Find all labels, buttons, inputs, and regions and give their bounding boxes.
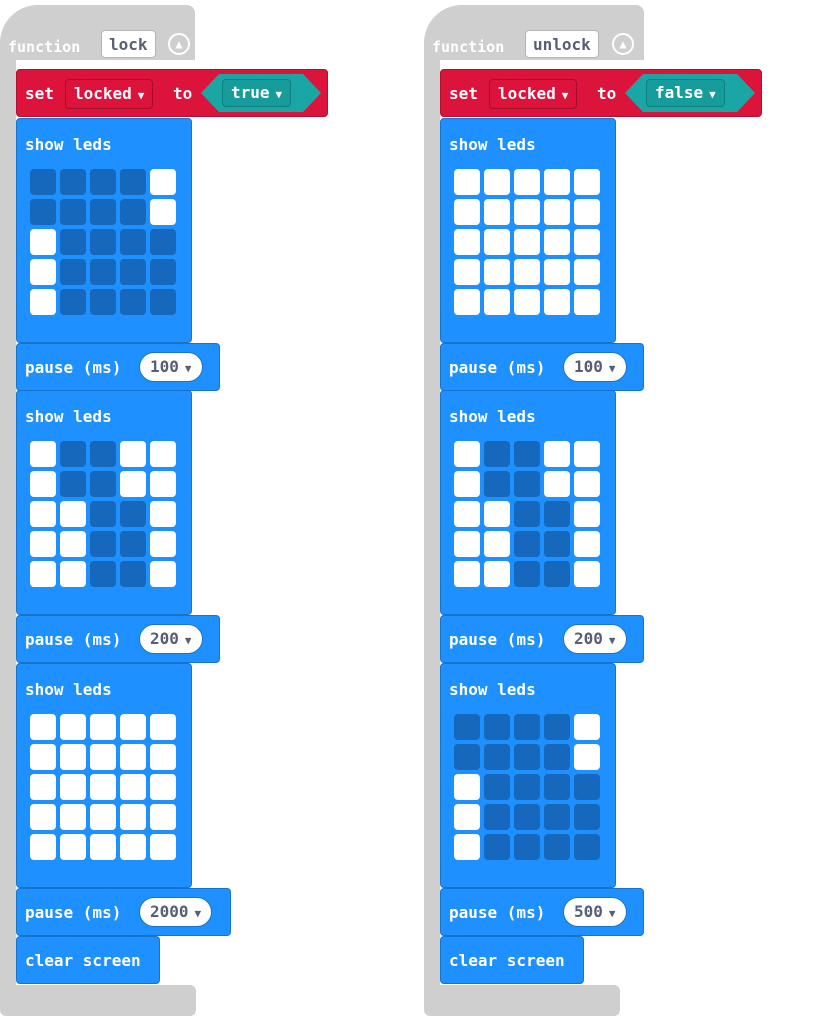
led-cell[interactable] bbox=[514, 561, 540, 587]
led-cell[interactable] bbox=[150, 259, 176, 285]
led-cell[interactable] bbox=[150, 834, 176, 860]
pause-value: 500 bbox=[574, 902, 603, 921]
show-leds-label: show leds bbox=[25, 135, 112, 154]
led-cell[interactable] bbox=[514, 229, 540, 255]
led-cell[interactable] bbox=[30, 561, 56, 587]
led-cell[interactable] bbox=[544, 501, 570, 527]
led-cell[interactable] bbox=[120, 774, 146, 800]
caret-down-icon: ▼ bbox=[608, 362, 616, 375]
led-cell[interactable] bbox=[544, 834, 570, 860]
led-cell[interactable] bbox=[514, 834, 540, 860]
led-cell[interactable] bbox=[30, 169, 56, 195]
pause-duration-dropdown[interactable] bbox=[563, 897, 627, 927]
led-cell[interactable] bbox=[90, 804, 116, 830]
led-cell[interactable] bbox=[90, 199, 116, 225]
led-cell[interactable] bbox=[60, 531, 86, 557]
led-cell[interactable] bbox=[150, 169, 176, 195]
pause-block[interactable] bbox=[440, 343, 644, 391]
led-cell[interactable] bbox=[30, 501, 56, 527]
pause-label: pause (ms) bbox=[449, 358, 546, 377]
set-label: set bbox=[449, 84, 478, 103]
show-leds-block[interactable] bbox=[16, 390, 192, 615]
function-keyword: function bbox=[8, 38, 81, 56]
clear-screen-block[interactable] bbox=[16, 936, 160, 984]
led-cell[interactable] bbox=[544, 289, 570, 315]
pause-label: pause (ms) bbox=[449, 903, 546, 922]
led-cell[interactable] bbox=[90, 501, 116, 527]
led-cell[interactable] bbox=[544, 259, 570, 285]
function-foot bbox=[0, 985, 196, 1016]
led-cell[interactable] bbox=[574, 531, 600, 557]
led-cell[interactable] bbox=[120, 744, 146, 770]
led-cell[interactable] bbox=[150, 229, 176, 255]
pause-label: pause (ms) bbox=[25, 630, 122, 649]
led-cell[interactable] bbox=[30, 471, 56, 497]
led-cell[interactable] bbox=[454, 501, 480, 527]
led-cell[interactable] bbox=[454, 531, 480, 557]
led-cell[interactable] bbox=[484, 229, 510, 255]
show-leds-block[interactable] bbox=[440, 390, 616, 615]
led-cell[interactable] bbox=[90, 774, 116, 800]
led-cell[interactable] bbox=[120, 804, 146, 830]
led-cell[interactable] bbox=[574, 774, 600, 800]
led-cell[interactable] bbox=[454, 834, 480, 860]
pause-label: pause (ms) bbox=[25, 358, 122, 377]
show-leds-label: show leds bbox=[25, 407, 112, 426]
led-cell[interactable] bbox=[120, 259, 146, 285]
led-grid bbox=[454, 441, 600, 587]
caret-down-icon: ▼ bbox=[184, 634, 192, 647]
clear-screen-label: clear screen bbox=[25, 951, 141, 970]
led-cell[interactable] bbox=[30, 774, 56, 800]
led-cell[interactable] bbox=[30, 834, 56, 860]
led-cell[interactable] bbox=[150, 531, 176, 557]
pause-block[interactable] bbox=[440, 615, 644, 663]
led-cell[interactable] bbox=[90, 441, 116, 467]
led-cell[interactable] bbox=[454, 471, 480, 497]
led-cell[interactable] bbox=[60, 441, 86, 467]
pause-block[interactable] bbox=[16, 615, 220, 663]
set-variable-block[interactable] bbox=[440, 69, 762, 117]
show-leds-block[interactable] bbox=[16, 118, 192, 343]
led-cell[interactable] bbox=[484, 169, 510, 195]
led-cell[interactable] bbox=[60, 471, 86, 497]
led-cell[interactable] bbox=[60, 561, 86, 587]
led-cell[interactable] bbox=[514, 501, 540, 527]
led-cell[interactable] bbox=[150, 471, 176, 497]
led-cell[interactable] bbox=[120, 169, 146, 195]
led-cell[interactable] bbox=[90, 289, 116, 315]
pause-value: 2000 bbox=[150, 902, 189, 921]
led-cell[interactable] bbox=[90, 471, 116, 497]
show-leds-block[interactable] bbox=[16, 663, 192, 888]
led-cell[interactable] bbox=[60, 169, 86, 195]
show-leds-block[interactable] bbox=[440, 663, 616, 888]
led-cell[interactable] bbox=[574, 744, 600, 770]
function-spine bbox=[424, 55, 440, 990]
pause-duration-dropdown[interactable] bbox=[563, 352, 627, 382]
led-cell[interactable] bbox=[120, 199, 146, 225]
led-cell[interactable] bbox=[60, 259, 86, 285]
show-leds-label: show leds bbox=[449, 407, 536, 426]
led-cell[interactable] bbox=[150, 501, 176, 527]
led-cell[interactable] bbox=[120, 531, 146, 557]
led-cell[interactable] bbox=[484, 714, 510, 740]
pause-duration-dropdown[interactable] bbox=[139, 624, 203, 654]
led-cell[interactable] bbox=[30, 441, 56, 467]
led-cell[interactable] bbox=[150, 441, 176, 467]
caret-down-icon: ▼ bbox=[184, 362, 192, 375]
led-cell[interactable] bbox=[484, 774, 510, 800]
led-grid bbox=[30, 169, 176, 315]
caret-down-icon: ▼ bbox=[137, 89, 145, 102]
led-cell[interactable] bbox=[60, 501, 86, 527]
clear-screen-label: clear screen bbox=[449, 951, 565, 970]
pause-value: 100 bbox=[574, 357, 603, 376]
led-cell[interactable] bbox=[60, 774, 86, 800]
led-cell[interactable] bbox=[120, 714, 146, 740]
pause-block[interactable] bbox=[440, 888, 644, 936]
led-cell[interactable] bbox=[574, 169, 600, 195]
led-cell[interactable] bbox=[544, 471, 570, 497]
led-cell[interactable] bbox=[514, 259, 540, 285]
led-cell[interactable] bbox=[454, 561, 480, 587]
led-cell[interactable] bbox=[90, 531, 116, 557]
boolean-dropdown[interactable] bbox=[646, 79, 725, 107]
chevron-up-icon[interactable]: ▲ bbox=[612, 33, 634, 55]
led-cell[interactable] bbox=[60, 834, 86, 860]
led-cell[interactable] bbox=[484, 259, 510, 285]
led-cell[interactable] bbox=[30, 531, 56, 557]
pause-value: 200 bbox=[150, 629, 179, 648]
boolean-value: true bbox=[231, 83, 270, 102]
led-cell[interactable] bbox=[454, 259, 480, 285]
show-leds-block[interactable] bbox=[440, 118, 616, 343]
led-cell[interactable] bbox=[574, 834, 600, 860]
led-cell[interactable] bbox=[30, 199, 56, 225]
led-cell[interactable] bbox=[30, 804, 56, 830]
led-cell[interactable] bbox=[454, 169, 480, 195]
led-cell[interactable] bbox=[150, 804, 176, 830]
led-cell[interactable] bbox=[30, 744, 56, 770]
led-cell[interactable] bbox=[60, 714, 86, 740]
chevron-up-icon[interactable]: ▲ bbox=[168, 33, 190, 55]
led-cell[interactable] bbox=[574, 441, 600, 467]
led-cell[interactable] bbox=[150, 561, 176, 587]
led-cell[interactable] bbox=[574, 714, 600, 740]
led-cell[interactable] bbox=[90, 169, 116, 195]
pause-value: 100 bbox=[150, 357, 179, 376]
led-cell[interactable] bbox=[150, 774, 176, 800]
led-cell[interactable] bbox=[484, 441, 510, 467]
caret-down-icon: ▼ bbox=[608, 907, 616, 920]
led-cell[interactable] bbox=[90, 714, 116, 740]
led-cell[interactable] bbox=[150, 289, 176, 315]
function-name-field[interactable]: unlock bbox=[525, 30, 599, 58]
led-cell[interactable] bbox=[150, 199, 176, 225]
function-keyword: function bbox=[432, 38, 505, 56]
function-block-unlock[interactable] bbox=[424, 5, 716, 1017]
led-cell[interactable] bbox=[544, 714, 570, 740]
led-cell[interactable] bbox=[544, 531, 570, 557]
led-cell[interactable] bbox=[454, 229, 480, 255]
led-cell[interactable] bbox=[514, 714, 540, 740]
boolean-value: false bbox=[655, 83, 704, 102]
led-cell[interactable] bbox=[454, 774, 480, 800]
set-label: set bbox=[25, 84, 54, 103]
pause-label: pause (ms) bbox=[25, 903, 122, 922]
function-foot bbox=[424, 985, 620, 1016]
led-cell[interactable] bbox=[90, 744, 116, 770]
pause-duration-dropdown[interactable] bbox=[139, 897, 212, 927]
led-cell[interactable] bbox=[544, 229, 570, 255]
function-block-lock[interactable] bbox=[0, 5, 283, 1017]
caret-down-icon: ▼ bbox=[194, 907, 202, 920]
led-cell[interactable] bbox=[454, 199, 480, 225]
pause-duration-dropdown[interactable] bbox=[563, 624, 627, 654]
led-cell[interactable] bbox=[514, 441, 540, 467]
led-cell[interactable] bbox=[574, 804, 600, 830]
caret-down-icon: ▼ bbox=[608, 634, 616, 647]
led-cell[interactable] bbox=[514, 774, 540, 800]
led-cell[interactable] bbox=[544, 441, 570, 467]
led-cell[interactable] bbox=[574, 259, 600, 285]
led-cell[interactable] bbox=[150, 744, 176, 770]
led-cell[interactable] bbox=[90, 259, 116, 285]
led-cell[interactable] bbox=[30, 229, 56, 255]
led-cell[interactable] bbox=[484, 289, 510, 315]
led-cell[interactable] bbox=[60, 744, 86, 770]
boolean-block[interactable] bbox=[201, 74, 321, 112]
led-cell[interactable] bbox=[484, 199, 510, 225]
led-cell[interactable] bbox=[120, 289, 146, 315]
variable-dropdown[interactable] bbox=[65, 79, 153, 109]
led-cell[interactable] bbox=[60, 289, 86, 315]
led-cell[interactable] bbox=[484, 471, 510, 497]
led-cell[interactable] bbox=[574, 199, 600, 225]
led-cell[interactable] bbox=[120, 471, 146, 497]
boolean-dropdown[interactable] bbox=[222, 79, 291, 107]
led-cell[interactable] bbox=[60, 804, 86, 830]
led-cell[interactable] bbox=[544, 561, 570, 587]
led-cell[interactable] bbox=[544, 774, 570, 800]
led-cell[interactable] bbox=[544, 744, 570, 770]
led-cell[interactable] bbox=[574, 289, 600, 315]
pause-value: 200 bbox=[574, 629, 603, 648]
led-cell[interactable] bbox=[544, 169, 570, 195]
led-cell[interactable] bbox=[60, 199, 86, 225]
variable-name: locked bbox=[498, 84, 556, 103]
led-cell[interactable] bbox=[90, 834, 116, 860]
led-cell[interactable] bbox=[484, 804, 510, 830]
variable-dropdown[interactable] bbox=[489, 79, 577, 109]
led-cell[interactable] bbox=[514, 199, 540, 225]
show-leds-label: show leds bbox=[449, 680, 536, 699]
led-cell[interactable] bbox=[574, 561, 600, 587]
clear-screen-block[interactable] bbox=[440, 936, 584, 984]
function-name-field[interactable]: lock bbox=[101, 30, 156, 58]
led-grid bbox=[30, 441, 176, 587]
led-cell[interactable] bbox=[120, 441, 146, 467]
caret-down-icon: ▼ bbox=[275, 88, 283, 101]
led-cell[interactable] bbox=[544, 199, 570, 225]
led-cell[interactable] bbox=[454, 441, 480, 467]
variable-name: locked bbox=[74, 84, 132, 103]
led-cell[interactable] bbox=[454, 804, 480, 830]
show-leds-label: show leds bbox=[449, 135, 536, 154]
led-cell[interactable] bbox=[120, 229, 146, 255]
pause-block[interactable] bbox=[16, 888, 231, 936]
led-cell[interactable] bbox=[454, 714, 480, 740]
caret-down-icon: ▼ bbox=[709, 88, 716, 101]
led-cell[interactable] bbox=[454, 744, 480, 770]
caret-down-icon: ▼ bbox=[561, 89, 569, 102]
led-cell[interactable] bbox=[120, 501, 146, 527]
led-cell[interactable] bbox=[30, 289, 56, 315]
led-grid bbox=[454, 714, 600, 860]
led-cell[interactable] bbox=[30, 714, 56, 740]
led-cell[interactable] bbox=[514, 289, 540, 315]
led-cell[interactable] bbox=[484, 561, 510, 587]
led-cell[interactable] bbox=[60, 229, 86, 255]
led-cell[interactable] bbox=[574, 501, 600, 527]
led-cell[interactable] bbox=[90, 561, 116, 587]
led-cell[interactable] bbox=[150, 714, 176, 740]
led-cell[interactable] bbox=[514, 471, 540, 497]
led-cell[interactable] bbox=[120, 834, 146, 860]
led-cell[interactable] bbox=[484, 834, 510, 860]
pause-duration-dropdown[interactable] bbox=[139, 352, 203, 382]
led-cell[interactable] bbox=[544, 804, 570, 830]
led-grid bbox=[30, 714, 176, 860]
led-cell[interactable] bbox=[90, 229, 116, 255]
led-cell[interactable] bbox=[120, 561, 146, 587]
to-label: to bbox=[597, 84, 617, 103]
show-leds-label: show leds bbox=[25, 680, 112, 699]
to-label: to bbox=[173, 84, 193, 103]
led-cell[interactable] bbox=[484, 501, 510, 527]
led-cell[interactable] bbox=[484, 531, 510, 557]
boolean-block[interactable] bbox=[625, 74, 755, 112]
led-cell[interactable] bbox=[514, 531, 540, 557]
led-cell[interactable] bbox=[514, 744, 540, 770]
led-cell[interactable] bbox=[30, 259, 56, 285]
led-cell[interactable] bbox=[574, 471, 600, 497]
led-grid bbox=[454, 169, 600, 315]
set-variable-block[interactable] bbox=[16, 69, 328, 117]
led-cell[interactable] bbox=[514, 804, 540, 830]
function-spine bbox=[0, 55, 16, 990]
led-cell[interactable] bbox=[484, 744, 510, 770]
pause-block[interactable] bbox=[16, 343, 220, 391]
led-cell[interactable] bbox=[574, 229, 600, 255]
led-cell[interactable] bbox=[514, 169, 540, 195]
led-cell[interactable] bbox=[454, 289, 480, 315]
pause-label: pause (ms) bbox=[449, 630, 546, 649]
